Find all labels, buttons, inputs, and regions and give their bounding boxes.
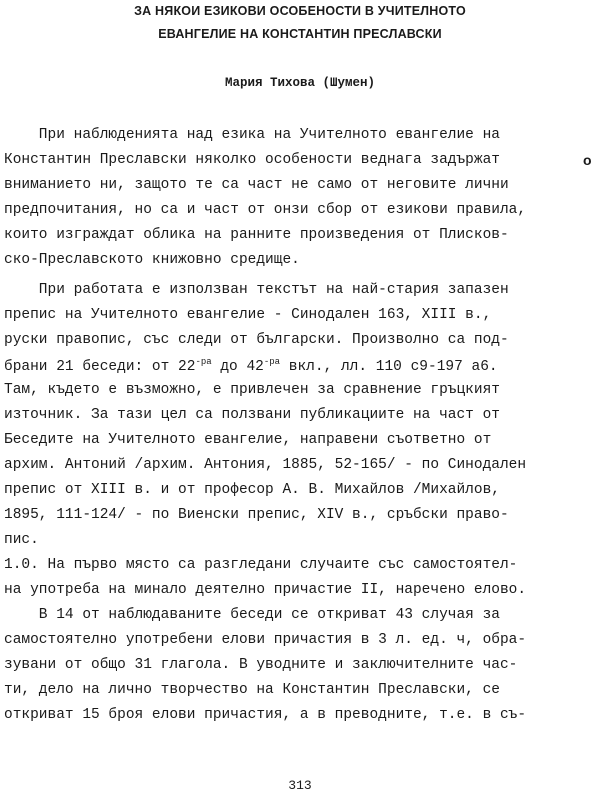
text-line-18: 1.0. На първо място са разгледани случаите със самостоятел- (4, 557, 518, 573)
text-line-24: откриват 15 броя елови причастия, а в преводните, т.е. в съ- (4, 707, 527, 723)
text-line-16: 1895, 111-124/ - по Виенски препис, XIV в., сръбски право- (4, 507, 509, 523)
text-line-9: руски правопис, със следи от български. Произволно са под- (4, 332, 509, 348)
text-line-17: пис. (4, 532, 39, 548)
text-line-15: препис от XIII в. и от професор А. В. Михайлов /Михайлов, (4, 482, 500, 498)
text-line-22: зувани от общо 31 глагола. В уводните и заключителните час- (4, 657, 518, 673)
text-line-12: източник. За тази цел са ползвани публикациите на част от (4, 407, 500, 423)
margin-mark: о (583, 152, 592, 168)
author-name: Мария Тихова (Шумен) (224, 76, 376, 90)
text-line-23: ти, дело на лично творчество на Константин Преславски, се (4, 682, 500, 698)
text-line-19: на употреба на минало деятелно причастие II, наречено елово. (4, 582, 527, 598)
text-line-14: архим. Антоний /архим. Антония, 1885, 52-165/ - по Синодален (4, 457, 527, 473)
text-line-10-a: брани 21 беседи: от 22 (4, 358, 196, 375)
text-line-2: Константин Преславски няколко особености веднага задържат (4, 152, 500, 168)
text-line-4: предпочитания, но са и част от онзи сбор от езикови правила, (4, 202, 527, 218)
text-line-10-c: вкл., лл. 110 c9-197 a6. (280, 358, 498, 375)
text-line-21: самостоятелно употребени елови причастия в 3 л. ед. ч, обра- (4, 632, 527, 648)
text-line-7: При работата е използван текстът на най-стария запазен (4, 282, 509, 298)
text-line-8: препис на Учителното евангелие - Синодален 163, XIII в., (4, 307, 492, 323)
superscript-1: -ра (195, 357, 212, 367)
text-line-11: Там, където е възможно, е привлечен за сравнение гръцкият (4, 382, 500, 398)
text-line-6: ско-Преславското книжовно средище. (4, 252, 300, 268)
text-line-10 (4, 358, 498, 374)
text-line-10-b: до 42 (211, 358, 264, 375)
title-line-2: ЕВАНГЕЛИЕ НА КОНСТАНТИН ПРЕСЛАВСКИ (158, 27, 442, 41)
text-line-3: вниманието ни, защото те са част не само от неговите лични (4, 177, 509, 193)
text-line-5: които изграждат облика на ранните произведения от Плисков- (4, 227, 509, 243)
superscript-2: -ра (263, 357, 281, 367)
text-line-20: В 14 от наблюдаваните беседи се откриват 43 случая за (4, 607, 500, 623)
text-line-1: При наблюденията над езика на Учителното евангелие на (4, 127, 500, 143)
page-number: 313 (288, 778, 312, 793)
title-line-1: ЗА НЯКОИ ЕЗИКОВИ ОСОБЕНОСТИ В УЧИТЕЛНОТО (134, 4, 466, 18)
text-line-13: Беседите на Учителното евангелие, направени съответно от (4, 432, 492, 448)
